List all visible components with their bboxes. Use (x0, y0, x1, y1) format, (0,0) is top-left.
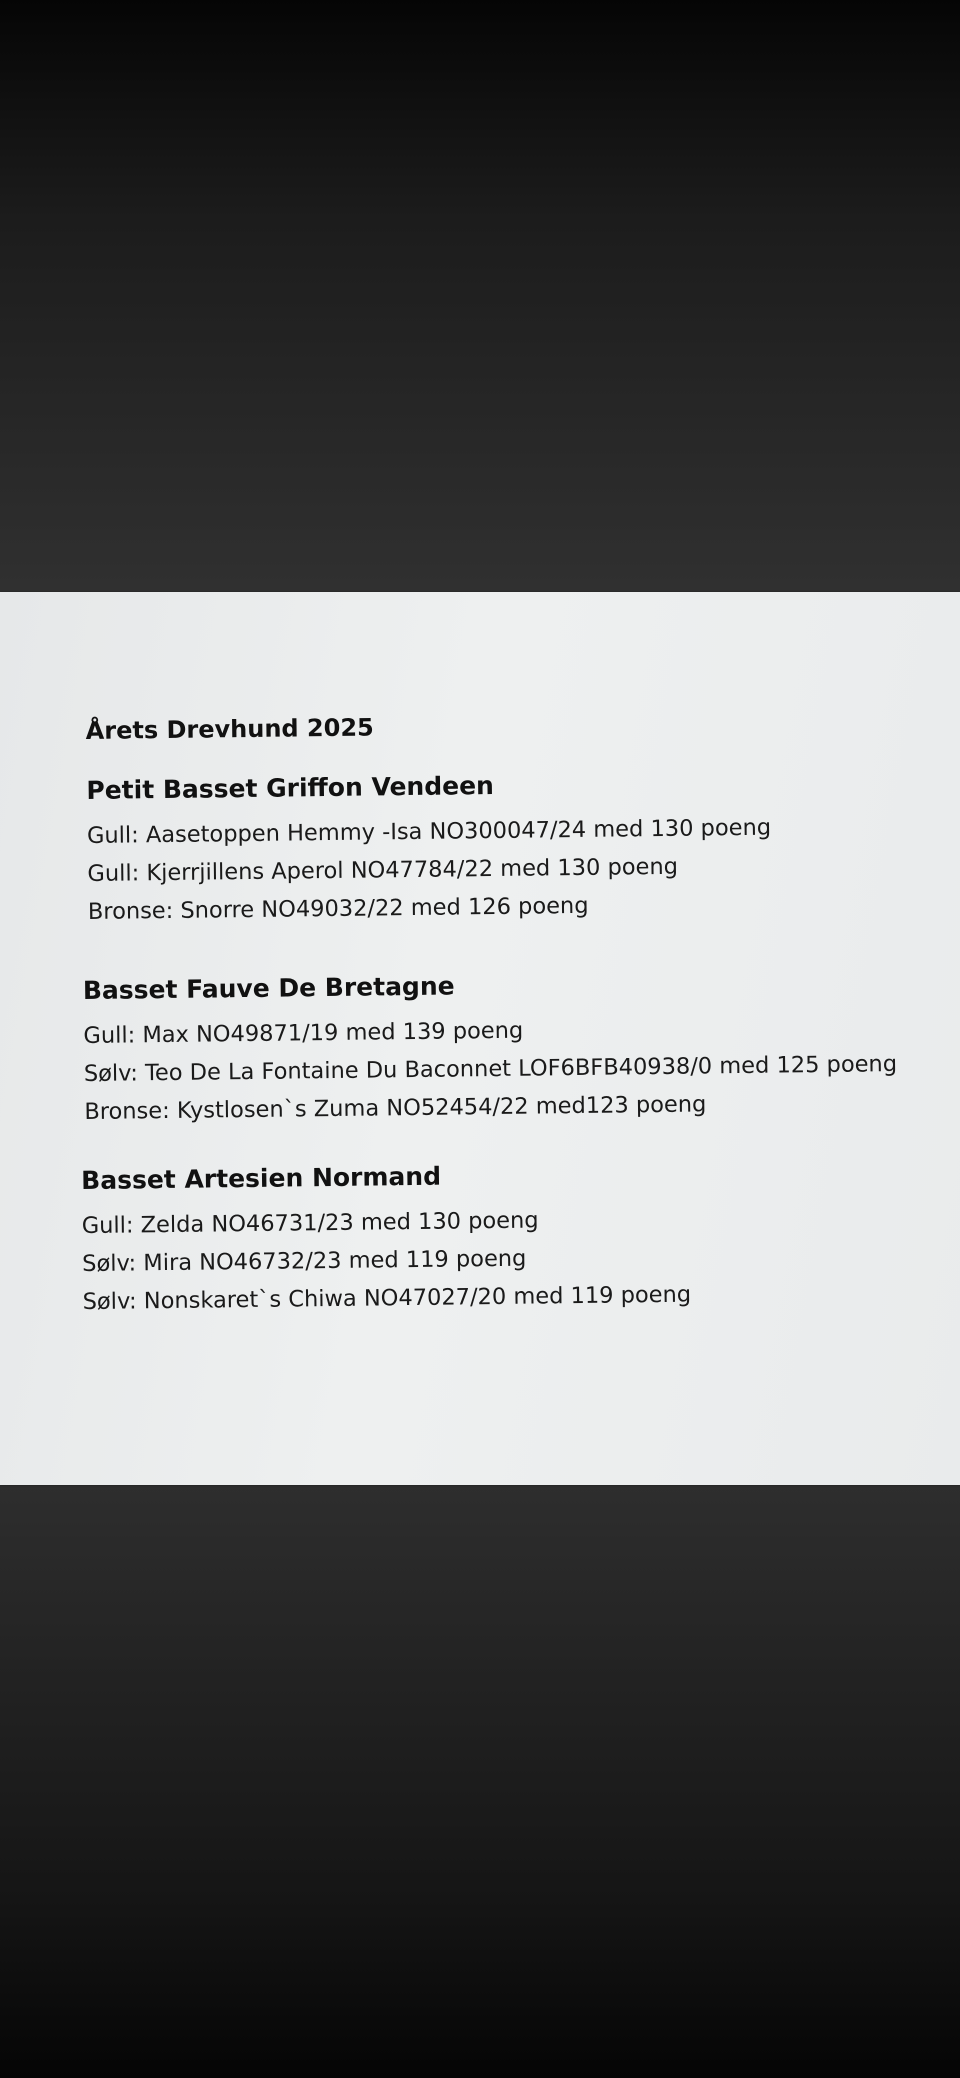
result-entry: Sølv: Nonskaret`s Chiwa NO47027/20 med 119 poeng (82, 1281, 692, 1316)
result-entry: Sølv: Mira NO46732/23 med 119 poeng (82, 1245, 527, 1278)
result-entry: Gull: Kjerrjillens Aperol NO47784/22 med 130 poeng (87, 853, 679, 887)
document-sheet (0, 592, 960, 1485)
result-entry: Gull: Max NO49871/19 med 139 poeng (83, 1017, 524, 1050)
section-basset-fauve-de-bretagne (83, 963, 960, 1131)
result-entry: Gull: Zelda NO46731/23 med 130 poeng (81, 1207, 539, 1240)
section-heading: Basset Artesien Normand (81, 1161, 442, 1196)
section-heading: Petit Basset Griffon Vendeen (86, 770, 495, 805)
document-paper (0, 592, 960, 1485)
result-entry: Bronse: Kystlosen`s Zuma NO52454/22 med123 poeng (84, 1091, 707, 1126)
section-petit-basset-griffon-vendeen (86, 763, 960, 931)
section-basset-artesien-normand (81, 1153, 960, 1321)
section-heading: Basset Fauve De Bretagne (82, 971, 455, 1006)
result-entry: Bronse: Snorre NO49032/22 med 126 poeng (87, 892, 589, 925)
document-title: Årets Drevhund 2025 (85, 713, 374, 745)
result-entry: Sølv: Teo De La Fontaine Du Baconnet LOF6BFB40938/0 med 125 poeng (83, 1051, 898, 1088)
result-entry: Gull: Aasetoppen Hemmy -Isa NO300047/24 med 130 poeng (86, 814, 772, 849)
